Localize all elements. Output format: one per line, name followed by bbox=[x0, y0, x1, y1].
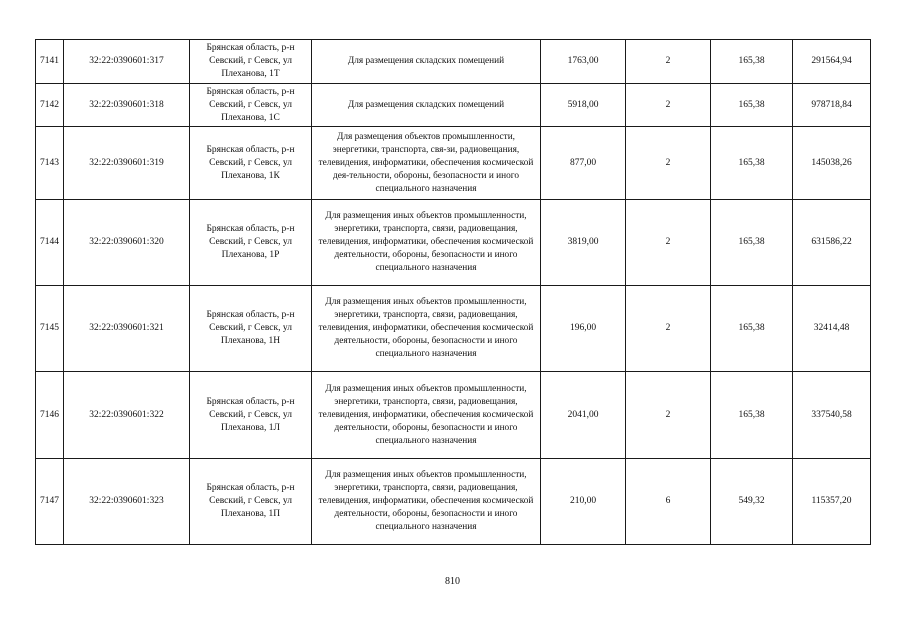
rate-cell: 165,38 bbox=[711, 84, 793, 127]
cadastral-number: 32:22:0390601:320 bbox=[64, 200, 190, 286]
table-row bbox=[36, 459, 871, 545]
cadastral-value-cell: 32414,48 bbox=[793, 286, 871, 372]
table-row bbox=[36, 200, 871, 286]
group-cell: 2 bbox=[626, 84, 711, 127]
address-cell: Брянская область, р-н Севский, г Севск, ул Плеханова, 1К bbox=[190, 127, 312, 200]
rate-cell: 165,38 bbox=[711, 40, 793, 84]
cadastral-number: 32:22:0390601:317 bbox=[64, 40, 190, 84]
cadastral-number: 32:22:0390601:322 bbox=[64, 372, 190, 459]
cadastral-value-table bbox=[35, 39, 871, 545]
row-number: 7144 bbox=[36, 200, 64, 286]
area-cell: 210,00 bbox=[541, 459, 626, 545]
group-cell: 2 bbox=[626, 40, 711, 84]
area-cell: 196,00 bbox=[541, 286, 626, 372]
row-number: 7146 bbox=[36, 372, 64, 459]
table-row bbox=[36, 286, 871, 372]
table-row bbox=[36, 372, 871, 459]
cadastral-value-cell: 291564,94 bbox=[793, 40, 871, 84]
group-cell: 2 bbox=[626, 372, 711, 459]
cadastral-value-cell: 631586,22 bbox=[793, 200, 871, 286]
area-cell: 5918,00 bbox=[541, 84, 626, 127]
address-cell: Брянская область, р-н Севский, г Севск, ул Плеханова, 1Р bbox=[190, 200, 312, 286]
cadastral-number: 32:22:0390601:319 bbox=[64, 127, 190, 200]
group-cell: 2 bbox=[626, 286, 711, 372]
group-cell: 2 bbox=[626, 200, 711, 286]
rate-cell: 165,38 bbox=[711, 200, 793, 286]
cadastral-value-cell: 145038,26 bbox=[793, 127, 871, 200]
purpose-cell: Для размещения иных объектов промышленности, энергетики, транспорта, связи, радиовещания, телевидения, информатики, обеспечения космической деятельности, обороны, безопасности и иного специального назначения bbox=[312, 372, 541, 459]
table-row bbox=[36, 127, 871, 200]
row-number: 7143 bbox=[36, 127, 64, 200]
cadastral-number: 32:22:0390601:318 bbox=[64, 84, 190, 127]
rate-cell: 165,38 bbox=[711, 372, 793, 459]
row-number: 7142 bbox=[36, 84, 64, 127]
group-cell: 2 bbox=[626, 127, 711, 200]
area-cell: 2041,00 bbox=[541, 372, 626, 459]
cadastral-value-cell: 337540,58 bbox=[793, 372, 871, 459]
row-number: 7141 bbox=[36, 40, 64, 84]
purpose-cell: Для размещения иных объектов промышленности, энергетики, транспорта, связи, радиовещания, телевидения, информатики, обеспечения космической деятельности, обороны, безопасности и иного специального назначения bbox=[312, 200, 541, 286]
purpose-cell: Для размещения иных объектов промышленности, энергетики, транспорта, связи, радиовещания, телевидения, информатики, обеспечения космической деятельности, обороны, безопасности и иного специального назначения bbox=[312, 286, 541, 372]
rate-cell: 165,38 bbox=[711, 127, 793, 200]
purpose-cell: Для размещения складских помещений bbox=[312, 40, 541, 84]
address-cell: Брянская область, р-н Севский, г Севск, ул Плеханова, 1С bbox=[190, 84, 312, 127]
row-number: 7145 bbox=[36, 286, 64, 372]
area-cell: 3819,00 bbox=[541, 200, 626, 286]
address-cell: Брянская область, р-н Севский, г Севск, ул Плеханова, 1Т bbox=[190, 40, 312, 84]
address-cell: Брянская область, р-н Севский, г Севск, ул Плеханова, 1Л bbox=[190, 372, 312, 459]
purpose-cell: Для размещения складских помещений bbox=[312, 84, 541, 127]
address-cell: Брянская область, р-н Севский, г Севск, ул Плеханова, 1Н bbox=[190, 286, 312, 372]
address-cell: Брянская область, р-н Севский, г Севск, ул Плеханова, 1П bbox=[190, 459, 312, 545]
group-cell: 6 bbox=[626, 459, 711, 545]
cadastral-number: 32:22:0390601:321 bbox=[64, 286, 190, 372]
cadastral-value-cell: 978718,84 bbox=[793, 84, 871, 127]
table-row bbox=[36, 40, 871, 84]
row-number: 7147 bbox=[36, 459, 64, 545]
cadastral-value-cell: 115357,20 bbox=[793, 459, 871, 545]
purpose-cell: Для размещения иных объектов промышленности, энергетики, транспорта, связи, радиовещания, телевидения, информатики, обеспечения космической деятельности, обороны, безопасности и иного специального назначения bbox=[312, 459, 541, 545]
area-cell: 877,00 bbox=[541, 127, 626, 200]
cadastral-number: 32:22:0390601:323 bbox=[64, 459, 190, 545]
rate-cell: 165,38 bbox=[711, 286, 793, 372]
area-cell: 1763,00 bbox=[541, 40, 626, 84]
purpose-cell: Для размещения объектов промышленности, энергетики, транспорта, свя-зи, радиовещания, телевидения, информатики, обеспечения космической дея-тельности, обороны, безопасности и иного специального назначения bbox=[312, 127, 541, 200]
table-row bbox=[36, 84, 871, 127]
page-number: 810 bbox=[445, 576, 460, 587]
rate-cell: 549,32 bbox=[711, 459, 793, 545]
